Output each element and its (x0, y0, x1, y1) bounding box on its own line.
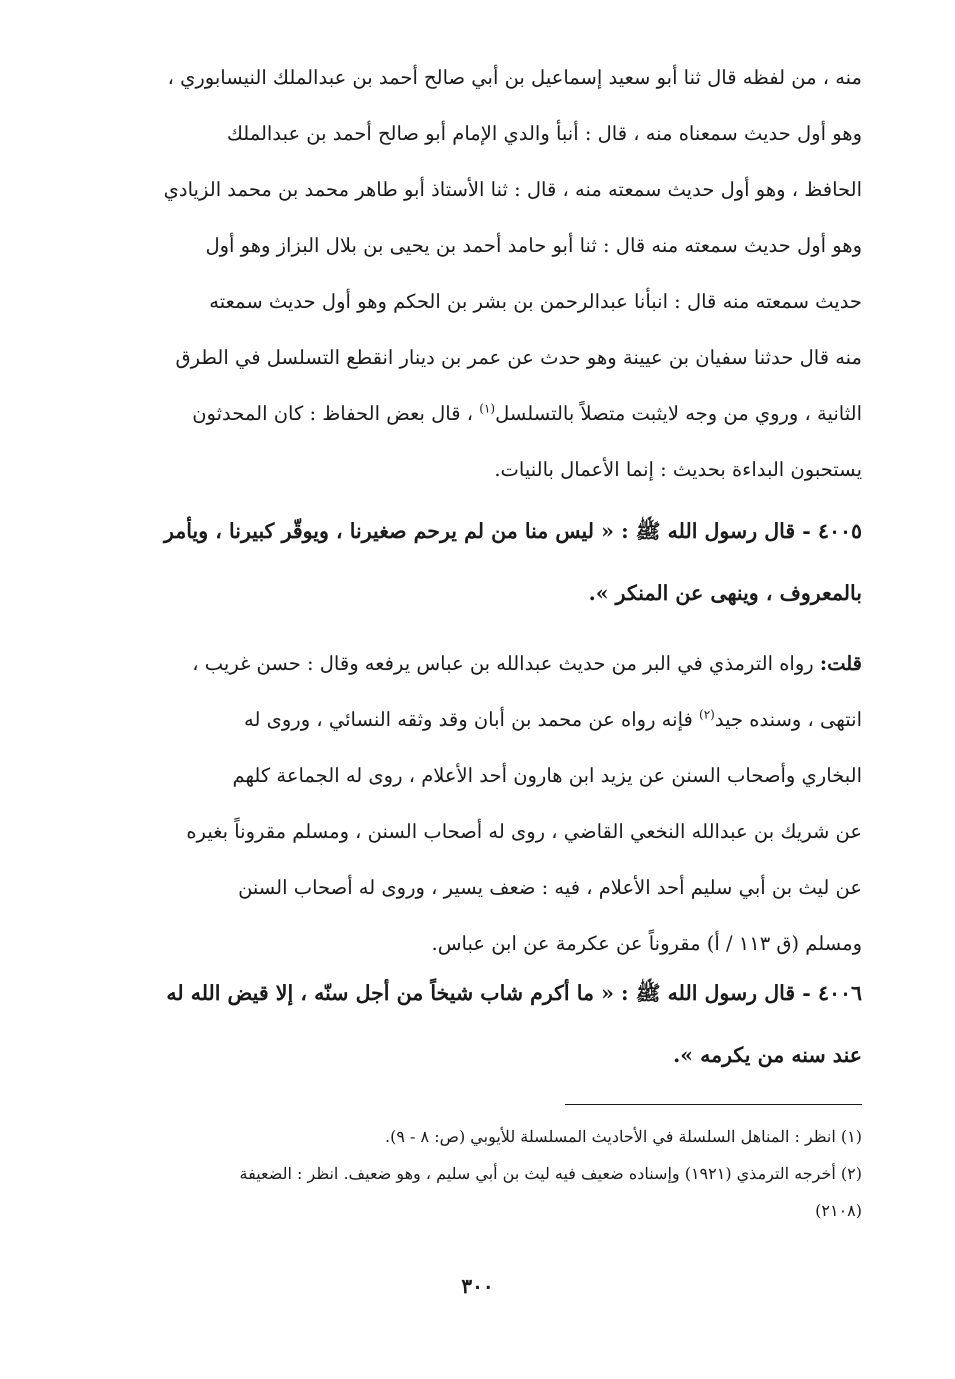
text-segment: الثانية ، وروي من وجه لايثبت متصلاً بالتسلسل (495, 402, 862, 425)
footnote: (٢) أخرجه الترمذي (١٩٢١) وإسناده ضعيف فيه ليث بن أبي سليم ، وهو ضعيف. انظر : الضعيفة (239, 1164, 862, 1183)
footnote-separator (565, 1104, 862, 1105)
text-segment: ، قال بعض الحفاظ : كان المحدثون (192, 402, 480, 425)
hadith-4005 (82, 500, 862, 624)
footnote: (١) انظر : المناهل السلسلة في الأحاديث المسلسلة للأيوبي (ص: ٨ - ٩). (385, 1127, 862, 1146)
footnote-ref-1: (١) (479, 401, 496, 416)
hadith-line: بالمعروف ، وينهى عن المنكر ». (588, 581, 862, 605)
hadith-line: ٤٠٠٥ - قال رسول الله ﷺ : « ليس منا من لم يرحم صغيرنا ، ويوقّر كبيرنا ، ويأمر (164, 519, 862, 543)
text-line: عن شريك بن عبدالله النخعي القاضي ، روى له أصحاب السنن ، ومسلم مقروناً بغيره (186, 820, 862, 843)
comment-label: قلت: (819, 652, 862, 675)
text-segment: انتهى ، وسنده جيد (714, 708, 862, 731)
text-line: يستحبون البداءة بحديث : إنما الأعمال بالنيات. (494, 458, 862, 481)
main-text (82, 50, 862, 498)
hadith-line: ٤٠٠٦ - قال رسول الله ﷺ : « ما أكرم شاب شيخاً من أجل سنّه ، إلا قيض الله له (166, 981, 862, 1005)
hadith-line: عند سنه من يكرمه ». (673, 1043, 862, 1067)
text-segment: رواه الترمذي في البر من حديث عبدالله بن عباس يرفعه وقال : حسن غريب ، (192, 652, 820, 675)
text-line: الحافظ ، وهو أول حديث سمعته منه ، قال : ثنا الأستاذ أبو طاهر محمد بن محمد الزيادي (163, 178, 862, 201)
text-line (82, 386, 862, 442)
text-line: وهو أول حديث سمعناه منه ، قال : أنبأ والدي الإمام أبو صالح أحمد بن عبدالملك (226, 122, 862, 145)
page-number: ٣٠٠ (461, 1274, 494, 1298)
text-segment: فإنه رواه عن محمد بن أبان وقد وثقه النسائي ، وروى له (244, 708, 700, 731)
comment-4005 (82, 636, 862, 972)
text-line: عن ليث بن أبي سليم أحد الأعلام ، فيه : ضعف يسير ، وروى له أصحاب السنن (238, 876, 862, 899)
footnote: (٢١٠٨) (815, 1201, 862, 1220)
text-line (82, 692, 862, 748)
text-line: منه ، من لفظه قال ثنا أبو سعيد إسماعيل بن أبي صالح أحمد بن عبدالملك النيسابوري ، (167, 66, 862, 89)
footnotes (82, 1118, 862, 1229)
text-line: ومسلم (ق ١١٣ / أ) مقروناً عن عكرمة عن ابن عباس. (431, 932, 862, 955)
text-line (82, 636, 862, 692)
text-line: منه قال حدثنا سفيان بن عيينة وهو حدث عن عمر بن دينار انقطع التسلسل في الطرق (175, 346, 862, 369)
text-line: البخاري وأصحاب السنن عن يزيد ابن هارون أحد الأعلام ، روى له الجماعة كلهم (232, 764, 862, 787)
text-line: وهو أول حديث سمعته منه قال : ثنا أبو حامد أحمد بن يحيى بن بلال البزاز وهو أول (205, 234, 862, 257)
text-line: حديث سمعته منه قال : انبأنا عبدالرحمن بن بشر بن الحكم وهو أول حديث سمعته (209, 290, 862, 313)
footnote-ref-2: (٢) (699, 707, 715, 722)
hadith-4006 (82, 962, 862, 1086)
